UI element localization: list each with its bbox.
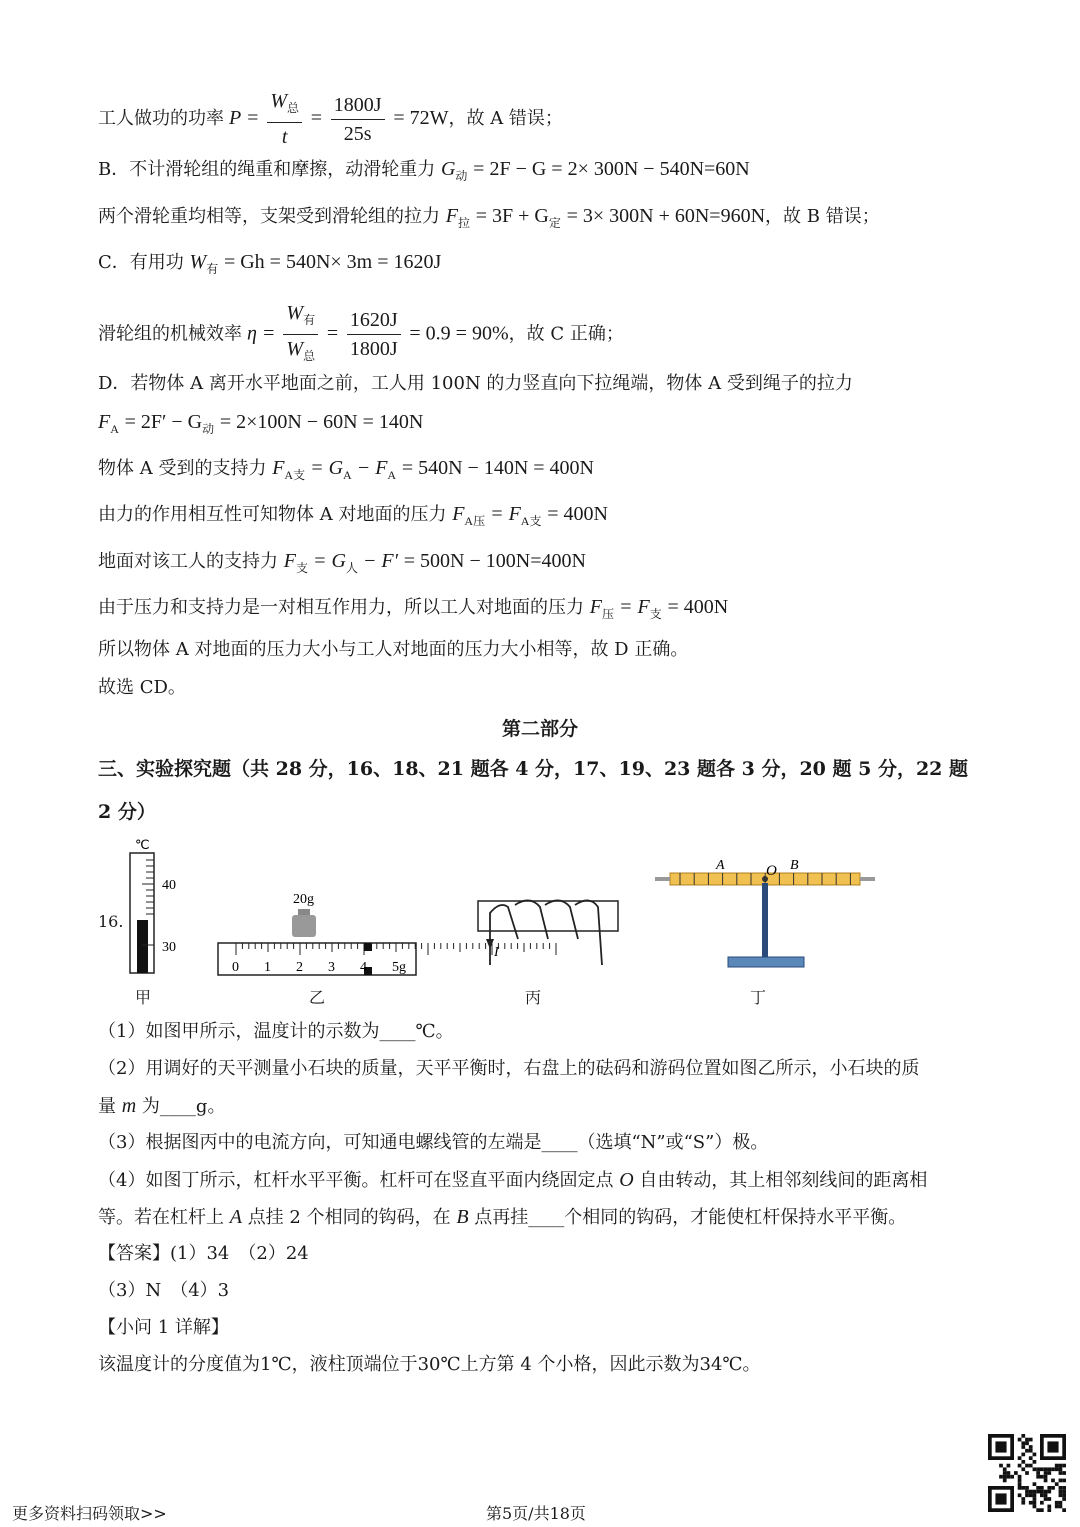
text: 工人做功的功率	[98, 108, 224, 129]
formula: = 2F − G = 2× 300N − 540N=60N	[473, 158, 750, 180]
thermo-30: 30	[162, 940, 176, 955]
formula: = 2F′ − G	[124, 411, 203, 433]
subscript: 动	[202, 422, 215, 436]
tick-5: 5g	[392, 960, 406, 975]
symbol: $F_支 = G_人 - F'$	[283, 550, 399, 575]
solenoid-figure	[478, 900, 618, 965]
text: （4）如图丁所示，杠杆水平平衡。杠杆可在竖直平面内绕固定点	[98, 1170, 614, 1191]
question-2b	[98, 1094, 225, 1119]
section-heading-cont: 2 分）	[98, 801, 156, 823]
question-3: （3）根据图丙中的电流方向，可知通电螺线管的左端是____（选填“N”或“S”）极。	[98, 1132, 769, 1153]
fig-ding-label: 丁	[750, 988, 767, 1007]
question-2a: （2）用调好的天平测量小石块的质量，天平平衡时，右盘上的砝码和游码位置如图乙所示，小石块的质	[98, 1058, 920, 1079]
weight-label: 20g	[293, 892, 314, 907]
text: 由于压力和支持力是一对相互作用力，所以工人对地面的压力	[98, 597, 584, 618]
line-conclusion: 所以物体 A 对地面的压力大小与工人对地面的压力大小相等，故 D 正确。	[98, 639, 689, 660]
question-number: 16.	[98, 912, 124, 931]
result: = 72W	[393, 107, 449, 129]
thermo-40: 40	[162, 878, 176, 893]
tick-2: 2	[296, 960, 303, 975]
formula: = 2×100N − 60N = 140N	[219, 411, 424, 433]
text: B．不计滑轮组的绳重和摩擦，动滑轮重力	[98, 159, 436, 180]
thermo-unit: ℃	[135, 837, 150, 852]
answer-1: 【答案】(1）34 （2）24	[98, 1243, 309, 1264]
text: 由力的作用相互性可知物体 A 对地面的压力	[98, 504, 447, 525]
equals: =	[326, 322, 339, 345]
formula: = 540N − 140N = 400N	[401, 457, 594, 479]
fig-yi-label: 乙	[309, 988, 326, 1007]
text: 等。若在杠杆上	[98, 1207, 224, 1228]
text: 地面对该工人的支持力	[98, 551, 278, 572]
text: 滑轮组的机械效率	[98, 323, 242, 345]
formula: = 400N	[547, 503, 608, 525]
line-choice: 故选 CD。	[98, 677, 186, 698]
tick-1: 1	[264, 960, 271, 975]
symbol: A	[229, 1206, 242, 1228]
formula: = 3× 300N + 60N=960N	[566, 205, 766, 227]
line-b	[98, 157, 750, 188]
text: ，故 A 错误；	[448, 108, 563, 129]
symbol: $F_{A支} = G_A - F_A$	[272, 457, 397, 482]
text: 点挂 2 个相同的钩码，在	[247, 1207, 451, 1228]
line-support	[98, 456, 594, 487]
line-worker-press	[98, 595, 728, 626]
text: ，故 B 错误；	[765, 206, 880, 227]
thermometer-figure	[130, 837, 176, 973]
formula: = Gh = 540N× 3m = 1620J	[223, 251, 442, 273]
subscript: 定	[548, 216, 561, 230]
result: = 0.9 = 90%	[409, 322, 509, 345]
line-b2	[98, 204, 880, 235]
symbol: η =	[242, 322, 281, 345]
fig-bing-label: 丙	[525, 988, 542, 1007]
line-press	[98, 502, 608, 533]
page-number: 第5页/共18页	[486, 1504, 586, 1523]
fig-jia-label: 甲	[135, 988, 152, 1007]
line-c	[98, 250, 441, 281]
symbol: m	[121, 1095, 137, 1117]
symbol: $W_有$	[189, 251, 219, 276]
section-title: 第二部分	[501, 718, 578, 740]
lever-O: O	[766, 863, 777, 879]
symbol: B	[456, 1206, 469, 1228]
tick-3: 3	[328, 960, 335, 975]
power-line	[98, 88, 563, 150]
current-label: I	[494, 945, 499, 960]
text: 自由转动，其上相邻刻线间的距离相	[639, 1170, 928, 1191]
qr-code-icon[interactable]	[988, 1434, 1066, 1512]
symbol: $G_动$	[440, 158, 468, 183]
fraction: $\frac{1800J}{25s}$	[331, 92, 385, 147]
text: 两个滑轮重均相等，支架受到滑轮组的拉力	[98, 206, 440, 227]
footer-more[interactable]: 更多资料扫码领取>>	[12, 1504, 167, 1523]
symbol: O	[619, 1169, 634, 1191]
symbol: $F_A$	[98, 411, 119, 436]
text: 量	[98, 1096, 116, 1117]
section-heading: 三、实验探究题（共 28 分，16、18、21 题各 4 分，17、19、23 题各 3 分，20 题 5 分，22 题	[98, 758, 969, 780]
text: C．有用功	[98, 252, 184, 273]
lever-figure	[655, 858, 875, 967]
symbol: $F_{A压} = F_{A支}$	[452, 503, 542, 528]
tick-0: 0	[232, 960, 239, 975]
symbol: $F_压 = F_支$	[589, 596, 662, 621]
fraction: $\frac{W_有}{W_总}$	[283, 300, 318, 369]
figures	[0, 835, 1080, 985]
text: 为____g。	[141, 1096, 226, 1117]
text: 点再挂____个相同的钩码，才能使杠杆保持水平平衡。	[474, 1207, 907, 1228]
detail-text: 该温度计的分度值为1℃，液柱顶端位于30℃上方第 4 个小格，因此示数为34℃。	[98, 1354, 761, 1375]
line-worker-support	[98, 549, 586, 580]
lever-A: A	[716, 858, 725, 873]
question-4a	[98, 1168, 927, 1193]
text: 物体 A 受到的支持力	[98, 458, 267, 479]
formula: = 500N − 100N=400N	[403, 550, 586, 572]
efficiency-line	[98, 300, 624, 369]
fraction: $\frac{W_总}{t}$	[267, 88, 302, 150]
balance-figure	[218, 892, 556, 975]
question-1: （1）如图甲所示，温度计的示数为____℃。	[98, 1021, 454, 1042]
symbol: $F_拉$	[445, 205, 470, 230]
line-fa	[98, 410, 423, 441]
question-4b	[98, 1205, 906, 1230]
line-d: D．若物体 A 离开水平地面之前，工人用 100N 的力竖直向下拉绳端，物体 A 受到绳子的拉力	[98, 373, 853, 394]
formula: = 3F + G	[475, 205, 549, 227]
detail-title: 【小问 1 详解】	[98, 1317, 229, 1338]
formula: = 400N	[667, 596, 729, 618]
lever-B: B	[790, 858, 799, 873]
equals: =	[310, 107, 323, 129]
answer-2: （3）N （4）3	[98, 1280, 230, 1301]
formula: P =	[224, 107, 265, 129]
fraction: $\frac{1620J}{1800J}$	[347, 307, 401, 362]
text: ，故 C 正确；	[508, 323, 624, 345]
tick-4: 4	[360, 960, 367, 975]
